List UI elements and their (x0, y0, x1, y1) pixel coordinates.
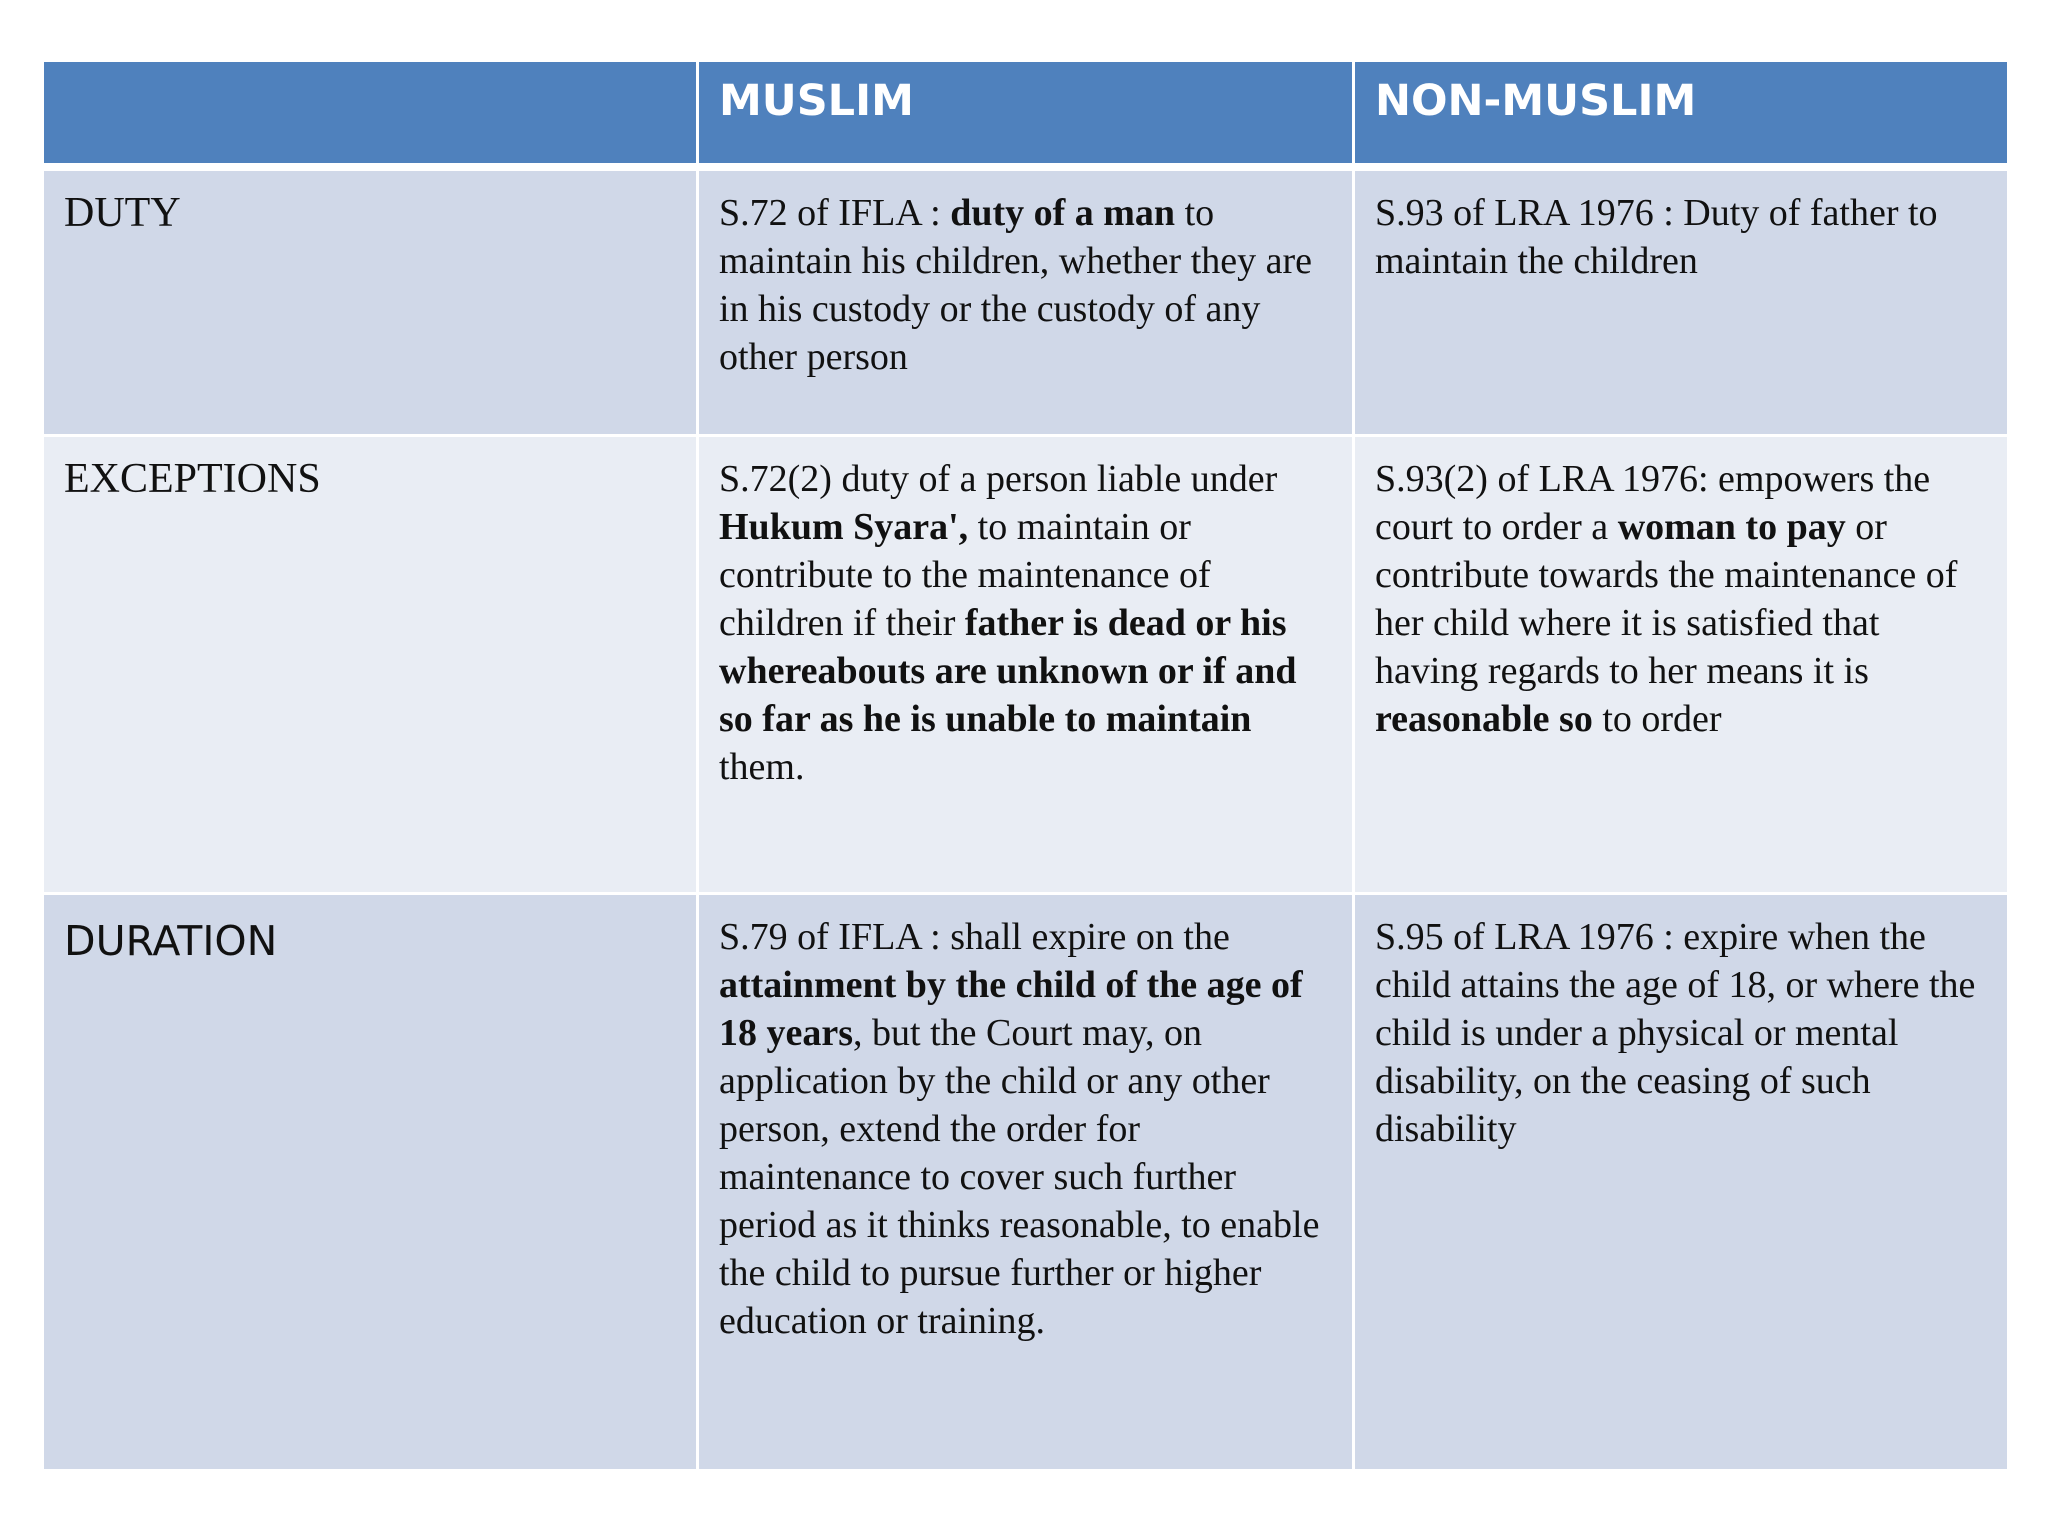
cell-exceptions-non-muslim: S.93(2) of LRA 1976: empowers the court to order a woman to pay or contribute towards the maintenance of her child where it is satisfied that having regards to her means it is reasonable so to order (1354, 436, 2009, 894)
comparison-table (41, 59, 2010, 1472)
row-label-duration: DURATION (43, 893, 698, 1470)
table-row-duration (43, 893, 2009, 1470)
cell-exceptions-muslim: S.72(2) duty of a person liable under Hukum Syara', to maintain or contribute to the maintenance of children if their father is dead or his whereabouts are unknown or if and so far as he is unable to maintain them. (698, 436, 1354, 894)
table-row-duty (43, 167, 2009, 436)
cell-duration-muslim: S.79 of IFLA : shall expire on the attainment by the child of the age of 18 years, but the Court may, on application by the child or any other person, extend the order for maintenance to cover such further period as it thinks reasonable, to enable the child to pursue further or higher education or training. (698, 893, 1354, 1470)
header-row (43, 61, 2009, 167)
header-cell-muslim: MUSLIM (698, 61, 1354, 167)
cell-duty-non-muslim: S.93 of LRA 1976 : Duty of father to maintain the children (1354, 167, 2009, 436)
header-cell-empty (43, 61, 698, 167)
row-label-exceptions: EXCEPTIONS (43, 436, 698, 894)
cell-duty-muslim: S.72 of IFLA : duty of a man to maintain his children, whether they are in his custody or the custody of any other person (698, 167, 1354, 436)
cell-duration-non-muslim: S.95 of LRA 1976 : expire when the child attains the age of 18, or where the child is under a physical or mental disability, on the ceasing of such disability (1354, 893, 2009, 1470)
row-label-duty: DUTY (43, 167, 698, 436)
header-cell-non-muslim: NON-MUSLIM (1354, 61, 2009, 167)
table-row-exceptions (43, 436, 2009, 894)
